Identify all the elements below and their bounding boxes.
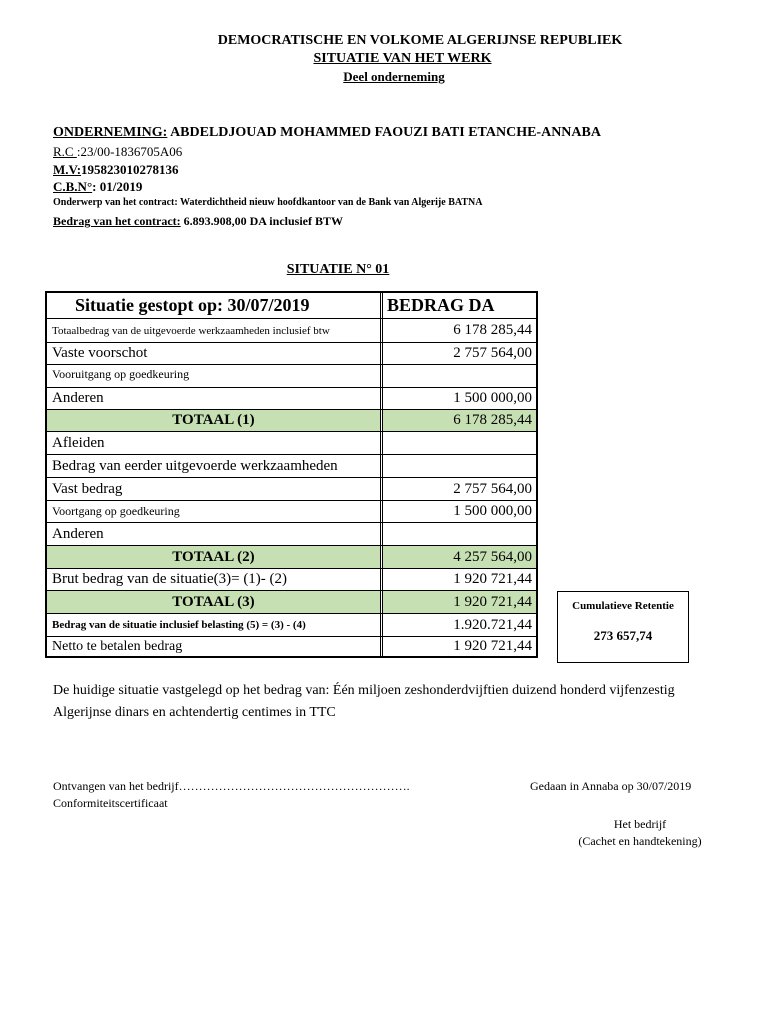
row-label: TOTAAL (3) — [47, 591, 380, 613]
row-value — [383, 455, 536, 477]
table-row — [47, 365, 536, 388]
total-3-row — [47, 591, 536, 614]
row-value — [383, 523, 536, 545]
mv-line — [53, 162, 179, 178]
table-row — [47, 614, 536, 637]
table-row — [47, 455, 536, 478]
contract-subject: Onderwerp van het contract: Waterdichtheid nieuw hoofdkantoor van de Bank van Algerije BATNA — [53, 197, 483, 208]
stamp-and-signature-label: (Cachet en handtekening) — [578, 834, 702, 848]
row-label: TOTAAL (2) — [47, 546, 380, 568]
table-header-right: BEDRAG DA — [387, 295, 495, 315]
row-label: TOTAAL (1) — [47, 410, 380, 431]
table-row — [47, 569, 536, 591]
row-value: 1 500 000,00 — [453, 503, 532, 519]
rc-value: :23/00-1836705A06 — [76, 144, 183, 159]
company-label: ONDERNEMING: — [53, 125, 168, 140]
row-label: Vast bedrag — [52, 480, 123, 497]
table-row — [47, 637, 536, 656]
cbn-value: : 01/2019 — [92, 179, 143, 194]
table-row — [47, 343, 536, 365]
row-label: Anderen — [52, 525, 104, 542]
row-value: 1 920 721,44 — [453, 638, 532, 654]
row-label: Vooruitgang op goedkeuring — [52, 367, 190, 381]
retention-box — [557, 591, 689, 663]
total-1-row — [47, 410, 536, 432]
row-label: Bedrag van eerder uitgevoerde werkzaamheden — [52, 457, 338, 474]
row-value — [383, 365, 536, 387]
row-value: 2 757 564,00 — [453, 480, 532, 497]
company-value: ABDELDJOUAD MOHAMMED FAOUZI BATI ETANCHE-ANNABA — [167, 125, 601, 140]
total-2-row — [47, 546, 536, 569]
amount-in-words: De huidige situatie vastgelegd op het bedrag van: Één miljoen zeshonderdvijftien duizend honderd vijfenzestig Algerijnse dinars en achtendertig centimes in TTC — [53, 683, 675, 720]
retention-label: Cumulatieve Retentie — [572, 600, 674, 612]
mv-label: M.V: — [53, 162, 82, 177]
table-row — [47, 388, 536, 410]
table-row — [47, 432, 536, 455]
situation-table — [45, 291, 538, 658]
row-value: 6 178 285,44 — [383, 410, 536, 431]
done-in-place-date: Gedaan in Annaba op 30/07/2019 — [530, 779, 692, 793]
row-value — [383, 432, 536, 454]
company-line — [53, 125, 601, 141]
rc-line — [53, 144, 182, 160]
row-label: Anderen — [52, 390, 104, 406]
contract-amount-label: Bedrag van het contract: — [53, 214, 181, 228]
conformity-certificate: Conformiteitscertificaat — [53, 796, 168, 810]
cbn-line — [53, 179, 142, 195]
row-value: 1 920 721,44 — [383, 591, 536, 613]
company-signature-label: Het bedrijf — [613, 817, 667, 831]
document-title: SITUATIE VAN HET WERK — [313, 51, 492, 66]
received-from-line: Ontvangen van het bedrijf…………………………………………………. — [53, 779, 410, 793]
table-row — [47, 478, 536, 501]
row-value: 1.920.721,44 — [453, 616, 532, 633]
row-label: Brut bedrag van de situatie(3)= (1)- (2) — [52, 571, 288, 587]
row-value: 1 920 721,44 — [453, 571, 532, 587]
document-subtitle: Deel onderneming — [343, 69, 445, 84]
row-label: Bedrag van de situatie inclusief belasting (5) = (3) - (4) — [52, 619, 306, 631]
row-label: Voortgang op goedkeuring — [52, 504, 180, 518]
cbn-label: C.B.N° — [53, 179, 93, 194]
table-header-left: Situatie gestopt op: 30/07/2019 — [75, 295, 310, 315]
mv-value: 195823010278136 — [81, 162, 179, 177]
table-row — [47, 523, 536, 546]
contract-amount-line — [53, 214, 343, 229]
rc-label: R.C — [53, 144, 77, 159]
row-label: Netto te betalen bedrag — [52, 638, 183, 654]
retention-value: 273 657,74 — [593, 628, 653, 643]
table-header-row — [47, 293, 536, 319]
table-row — [47, 501, 536, 523]
row-value: 6 178 285,44 — [453, 322, 532, 338]
row-value: 4 257 564,00 — [383, 546, 536, 568]
row-label: Vaste voorschot — [52, 345, 148, 361]
row-value: 2 757 564,00 — [453, 345, 532, 361]
republic-heading: DEMOCRATISCHE EN VOLKOME ALGERIJNSE REPUBLIEK — [217, 33, 623, 48]
row-label: Totaalbedrag van de uitgevoerde werkzaamheden inclusief btw — [52, 324, 330, 337]
column-divider — [380, 293, 383, 656]
situation-number: SITUATIE N° 01 — [286, 262, 390, 277]
contract-amount-value: 6.893.908,00 DA inclusief BTW — [180, 214, 343, 228]
table-row — [47, 319, 536, 343]
row-label: Afleiden — [52, 434, 105, 451]
row-value: 1 500 000,00 — [453, 390, 532, 406]
